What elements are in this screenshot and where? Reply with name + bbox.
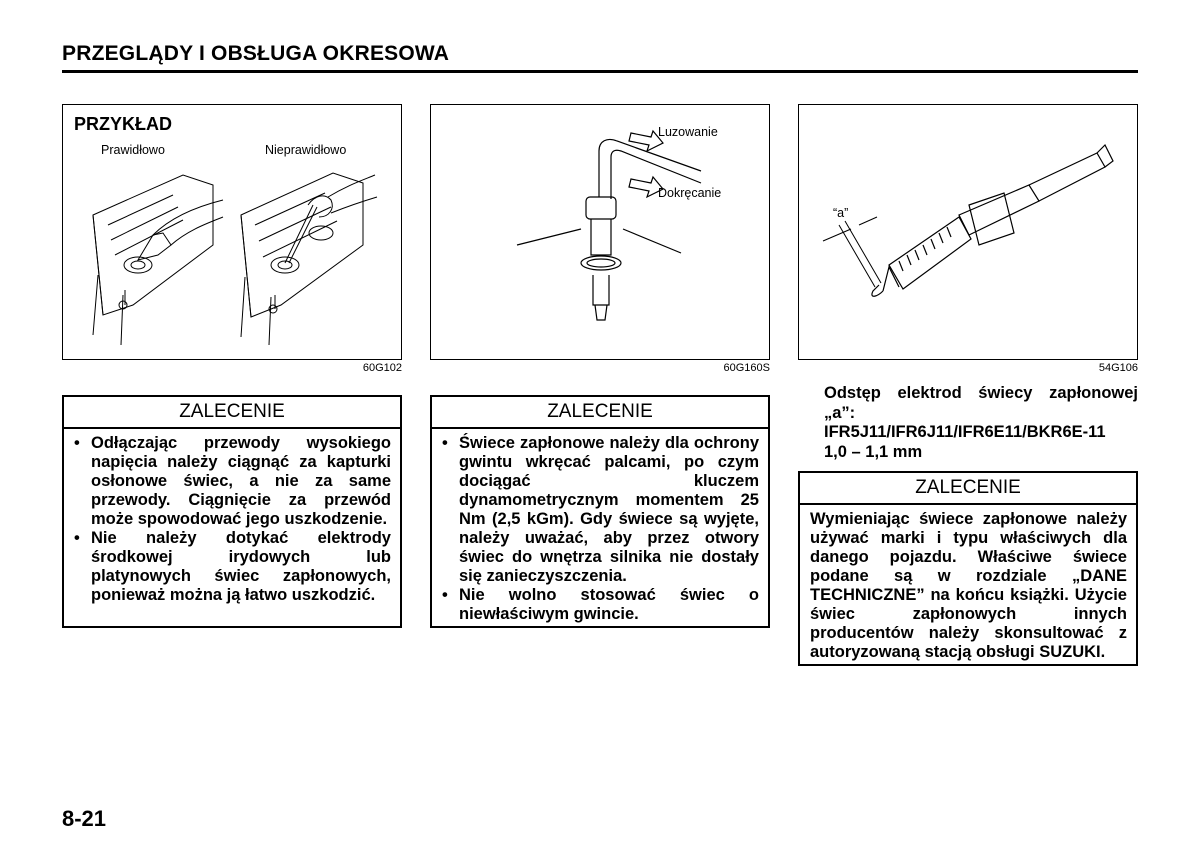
note-bullet: • Nie wolno stosować świec o niewłaściwym gwincie. bbox=[442, 586, 759, 623]
note-box-3 bbox=[798, 471, 1138, 666]
figure-code-2: 60G160S bbox=[723, 362, 770, 374]
figure-code-1: 60G102 bbox=[362, 362, 402, 374]
figure-electrode-gap bbox=[798, 104, 1138, 360]
header-rule bbox=[62, 70, 1138, 73]
spec-line-1: Odstęp elektrod świecy zapłonowej bbox=[824, 384, 1138, 402]
figure-example bbox=[62, 104, 402, 360]
spark-plug-cap-removal-illustration bbox=[63, 105, 401, 359]
engine-right bbox=[241, 173, 377, 345]
electrode-gap-spec bbox=[824, 384, 1138, 462]
label-incorrect: Nieprawidłowo bbox=[265, 143, 347, 157]
feeler-gauge bbox=[823, 217, 881, 287]
note-bullet: • Świece zapłonowe należy dla ochrony gwintu wkręcać palcami, po czym dociągać kluczem dynamometrycznym momentem 25 Nm (2,5 kGm). Gdy świece są wyjęte, należy uważać, aby przez otwory świec do wnętrza silnika nie dostały się zanieczyszczenia. bbox=[442, 434, 759, 585]
spark-plug bbox=[872, 145, 1113, 296]
note-bullet: • Odłączając przewody wysokiego napięcia należy ciągnąć za kapturki osłonowe świec, a nie za same przewody. Ciągnięcie za przewód może spowodować jego uszkodzenie. bbox=[74, 434, 391, 528]
page-header-title: PRZEGLĄDY I OBSŁUGA OKRESOWA bbox=[62, 42, 450, 65]
note-box-2 bbox=[430, 395, 770, 628]
spec-line-3: IFR5J11/IFR6J11/IFR6E11/BKR6E-11 bbox=[824, 423, 1106, 441]
spec-line-2: „a”: bbox=[824, 403, 856, 422]
note-box-1 bbox=[62, 395, 402, 628]
figure-title: PRZYKŁAD bbox=[74, 114, 172, 134]
spark-plug-wrench-illustration bbox=[431, 105, 769, 359]
note-heading: ZALECENIE bbox=[432, 397, 768, 429]
wrench-and-plug bbox=[517, 131, 701, 320]
figure-code-3: 54G106 bbox=[1098, 362, 1138, 374]
note-heading: ZALECENIE bbox=[64, 397, 400, 429]
label-loosen: Luzowanie bbox=[658, 125, 718, 139]
note-text: Wymieniając świece zapłonowe należy używać marki i typu właściwych dla danego pojazdu. Właściwe świece podane są w rozdziale „DANE TECHNICZNE” na końcu książki. Użycie świec zapłonowych innych producentów należy skonsultować z autoryzowaną stacją obsługi SUZUKI. bbox=[810, 510, 1127, 661]
note-heading: ZALECENIE bbox=[800, 473, 1136, 505]
spark-plug-gap-illustration bbox=[799, 105, 1137, 359]
figure-torque bbox=[430, 104, 770, 360]
label-correct: Prawidłowo bbox=[101, 143, 165, 157]
label-gap: “a” bbox=[833, 206, 849, 220]
page-number: 8-21 bbox=[62, 806, 107, 831]
label-tighten: Dokręcanie bbox=[658, 186, 722, 200]
spec-line-4: 1,0 – 1,1 mm bbox=[824, 442, 923, 461]
note-bullet: • Nie należy dotykać elektrody środkowej irydowych lub platynowych świec zapłonowych, ponieważ można ją łatwo uszkodzić. bbox=[74, 529, 391, 604]
engine-left bbox=[93, 175, 223, 345]
